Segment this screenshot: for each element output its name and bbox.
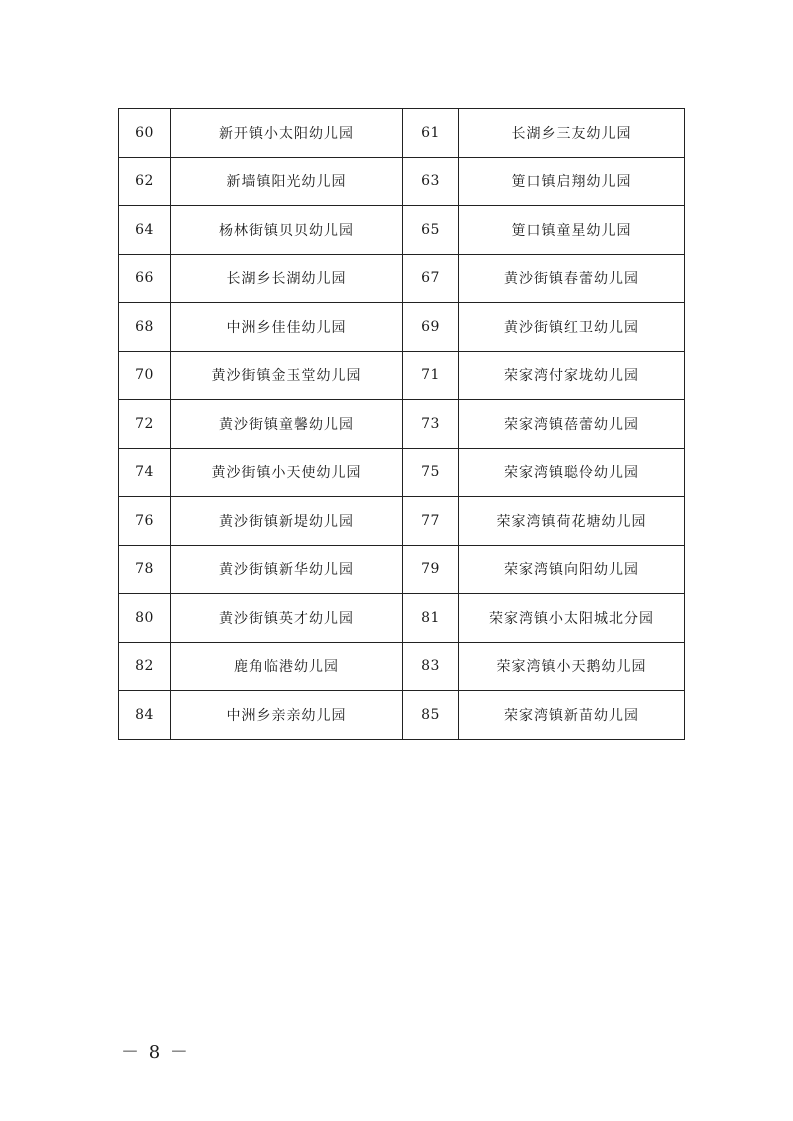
kindergarten-name: 新墙镇阳光幼儿园	[171, 157, 403, 206]
kindergarten-name: 长湖乡三友幼儿园	[459, 109, 685, 158]
entry-number: 60	[119, 109, 171, 158]
kindergarten-name: 杨林街镇贝贝幼儿园	[171, 206, 403, 255]
kindergarten-name: 黄沙街镇小天使幼儿园	[171, 448, 403, 497]
kindergarten-name: 黄沙街镇童馨幼儿园	[171, 400, 403, 449]
kindergarten-name: 荣家湾镇新苗幼儿园	[459, 691, 685, 740]
entry-number: 72	[119, 400, 171, 449]
table-body	[119, 109, 685, 740]
entry-number: 75	[403, 448, 459, 497]
table-row	[119, 109, 685, 158]
table-row	[119, 448, 685, 497]
kindergarten-name: 长湖乡长湖幼儿园	[171, 254, 403, 303]
kindergarten-table	[118, 108, 685, 740]
table-row	[119, 594, 685, 643]
entry-number: 76	[119, 497, 171, 546]
table-row	[119, 400, 685, 449]
kindergarten-name: 筻口镇童星幼儿园	[459, 206, 685, 255]
entry-number: 82	[119, 642, 171, 691]
table-row	[119, 642, 685, 691]
kindergarten-name: 荣家湾镇向阳幼儿园	[459, 545, 685, 594]
table-row	[119, 206, 685, 255]
entry-number: 62	[119, 157, 171, 206]
entry-number: 80	[119, 594, 171, 643]
entry-number: 84	[119, 691, 171, 740]
kindergarten-name: 新开镇小太阳幼儿园	[171, 109, 403, 158]
table-row	[119, 545, 685, 594]
entry-number: 74	[119, 448, 171, 497]
kindergarten-name: 黄沙街镇新堤幼儿园	[171, 497, 403, 546]
kindergarten-name: 黄沙街镇红卫幼儿园	[459, 303, 685, 352]
kindergarten-name: 荣家湾镇蓓蕾幼儿园	[459, 400, 685, 449]
entry-number: 73	[403, 400, 459, 449]
entry-number: 66	[119, 254, 171, 303]
kindergarten-name: 筻口镇启翔幼儿园	[459, 157, 685, 206]
kindergarten-name: 荣家湾镇小天鹅幼儿园	[459, 642, 685, 691]
entry-number: 64	[119, 206, 171, 255]
entry-number: 85	[403, 691, 459, 740]
table-row	[119, 157, 685, 206]
kindergarten-name: 荣家湾镇小太阳城北分园	[459, 594, 685, 643]
page-number: － 8 －	[121, 1042, 190, 1063]
kindergarten-name: 黄沙街镇新华幼儿园	[171, 545, 403, 594]
kindergarten-name: 荣家湾镇荷花塘幼儿园	[459, 497, 685, 546]
entry-number: 70	[119, 351, 171, 400]
kindergarten-name: 中洲乡佳佳幼儿园	[171, 303, 403, 352]
entry-number: 65	[403, 206, 459, 255]
entry-number: 68	[119, 303, 171, 352]
entry-number: 61	[403, 109, 459, 158]
kindergarten-name: 鹿角临港幼儿园	[171, 642, 403, 691]
entry-number: 79	[403, 545, 459, 594]
kindergarten-name: 黄沙街镇金玉堂幼儿园	[171, 351, 403, 400]
kindergarten-name: 中洲乡亲亲幼儿园	[171, 691, 403, 740]
entry-number: 83	[403, 642, 459, 691]
entry-number: 67	[403, 254, 459, 303]
table-row	[119, 497, 685, 546]
kindergarten-name: 黄沙街镇英才幼儿园	[171, 594, 403, 643]
kindergarten-name: 荣家湾付家垅幼儿园	[459, 351, 685, 400]
table-row	[119, 303, 685, 352]
entry-number: 63	[403, 157, 459, 206]
kindergarten-name: 荣家湾镇聪伶幼儿园	[459, 448, 685, 497]
table-row	[119, 691, 685, 740]
entry-number: 77	[403, 497, 459, 546]
table-row	[119, 254, 685, 303]
entry-number: 81	[403, 594, 459, 643]
entry-number: 69	[403, 303, 459, 352]
table-row	[119, 351, 685, 400]
kindergarten-name: 黄沙街镇春蕾幼儿园	[459, 254, 685, 303]
entry-number: 78	[119, 545, 171, 594]
entry-number: 71	[403, 351, 459, 400]
